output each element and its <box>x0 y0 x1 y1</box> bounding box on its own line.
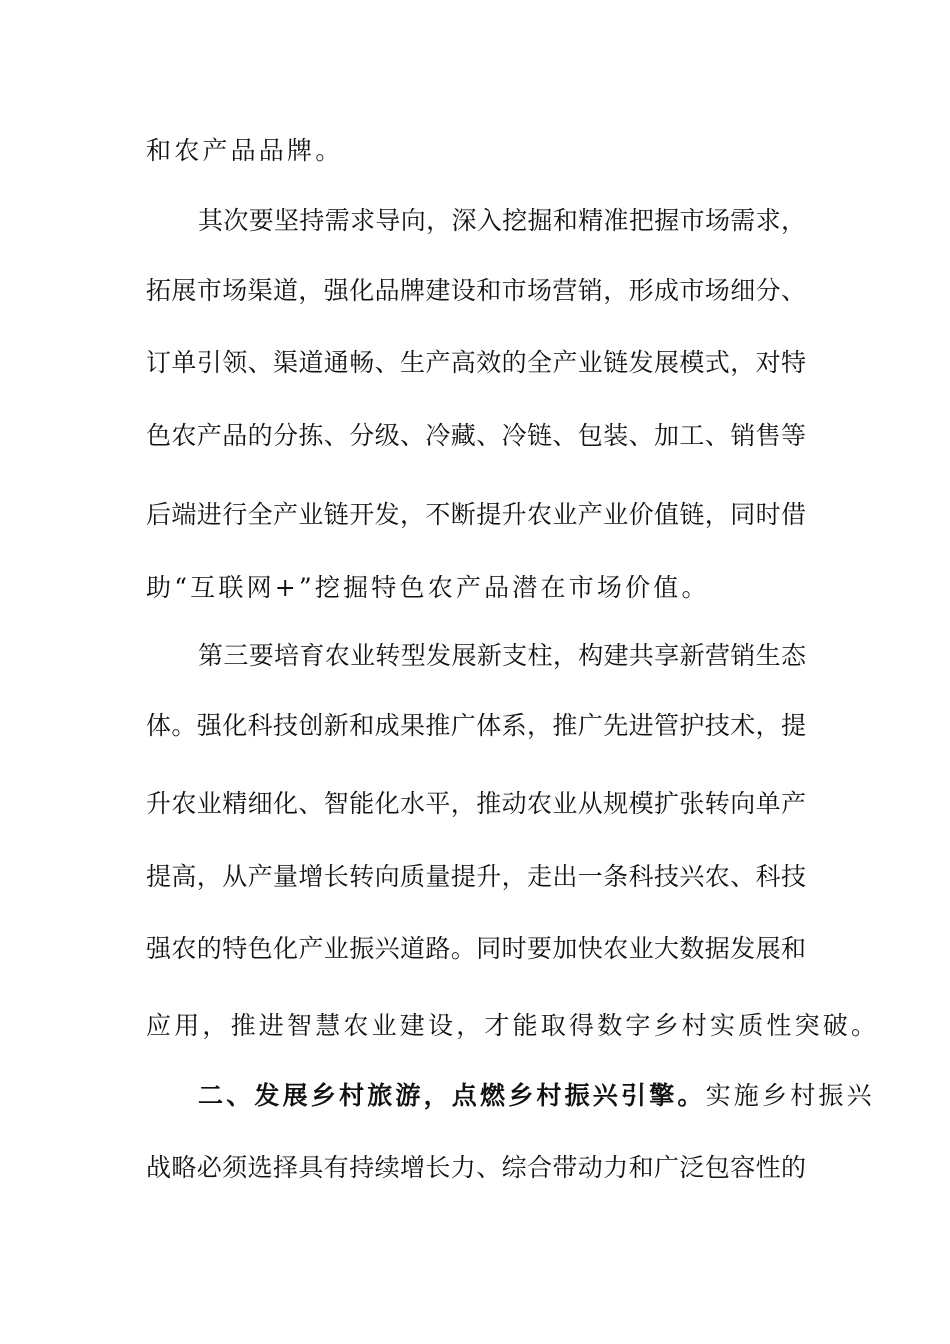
section-heading-bold: 二、发展乡村旅游，点燃乡村振兴引擎。 <box>198 1081 706 1110</box>
text-line-1: 和农产品品牌。 <box>146 136 344 165</box>
paragraph-3-line-3: 升农业精细化、智能化水平，推动农业从规模扩张转向单产 <box>146 789 806 818</box>
paragraph-3-line-2: 体。强化科技创新和成果推广体系，推广先进管护技术，提 <box>146 711 806 740</box>
paragraph-2-line-1: 其次要坚持需求导向，深入挖掘和精准把握市场需求， <box>198 206 806 235</box>
paragraph-2-line-2: 拓展市场渠道，强化品牌建设和市场营销，形成市场细分、 <box>146 276 806 305</box>
paragraph-3-line-6: 应用，推进智慧农业建设，才能取得数字乡村实质性突破。 <box>146 1011 880 1040</box>
paragraph-3-line-4: 提高，从产量增长转向质量提升，走出一条科技兴农、科技 <box>146 862 806 891</box>
paragraph-4-line-2: 战略必须选择具有持续增长力、综合带动力和广泛包容性的 <box>146 1153 806 1182</box>
paragraph-2-line-3: 订单引领、渠道通畅、生产高效的全产业链发展模式，对特 <box>146 348 806 377</box>
paragraph-3-line-1: 第三要培育农业转型发展新支柱，构建共享新营销生态 <box>198 641 806 670</box>
section-heading-continuation: 实施乡村振兴 <box>705 1081 875 1110</box>
paragraph-3-line-5: 强农的特色化产业振兴道路。同时要加快农业大数据发展和 <box>146 934 806 963</box>
paragraph-2-line-6: 助“互联网+”挖掘特色农产品潜在市场价值。 <box>146 573 710 602</box>
paragraph-2-line-5: 后端进行全产业链开发，不断提升农业产业价值链，同时借 <box>146 500 806 529</box>
section-heading-line <box>198 1076 875 1116</box>
paragraph-2-line-4: 色农产品的分拣、分级、冷藏、冷链、包装、加工、销售等 <box>146 421 806 450</box>
